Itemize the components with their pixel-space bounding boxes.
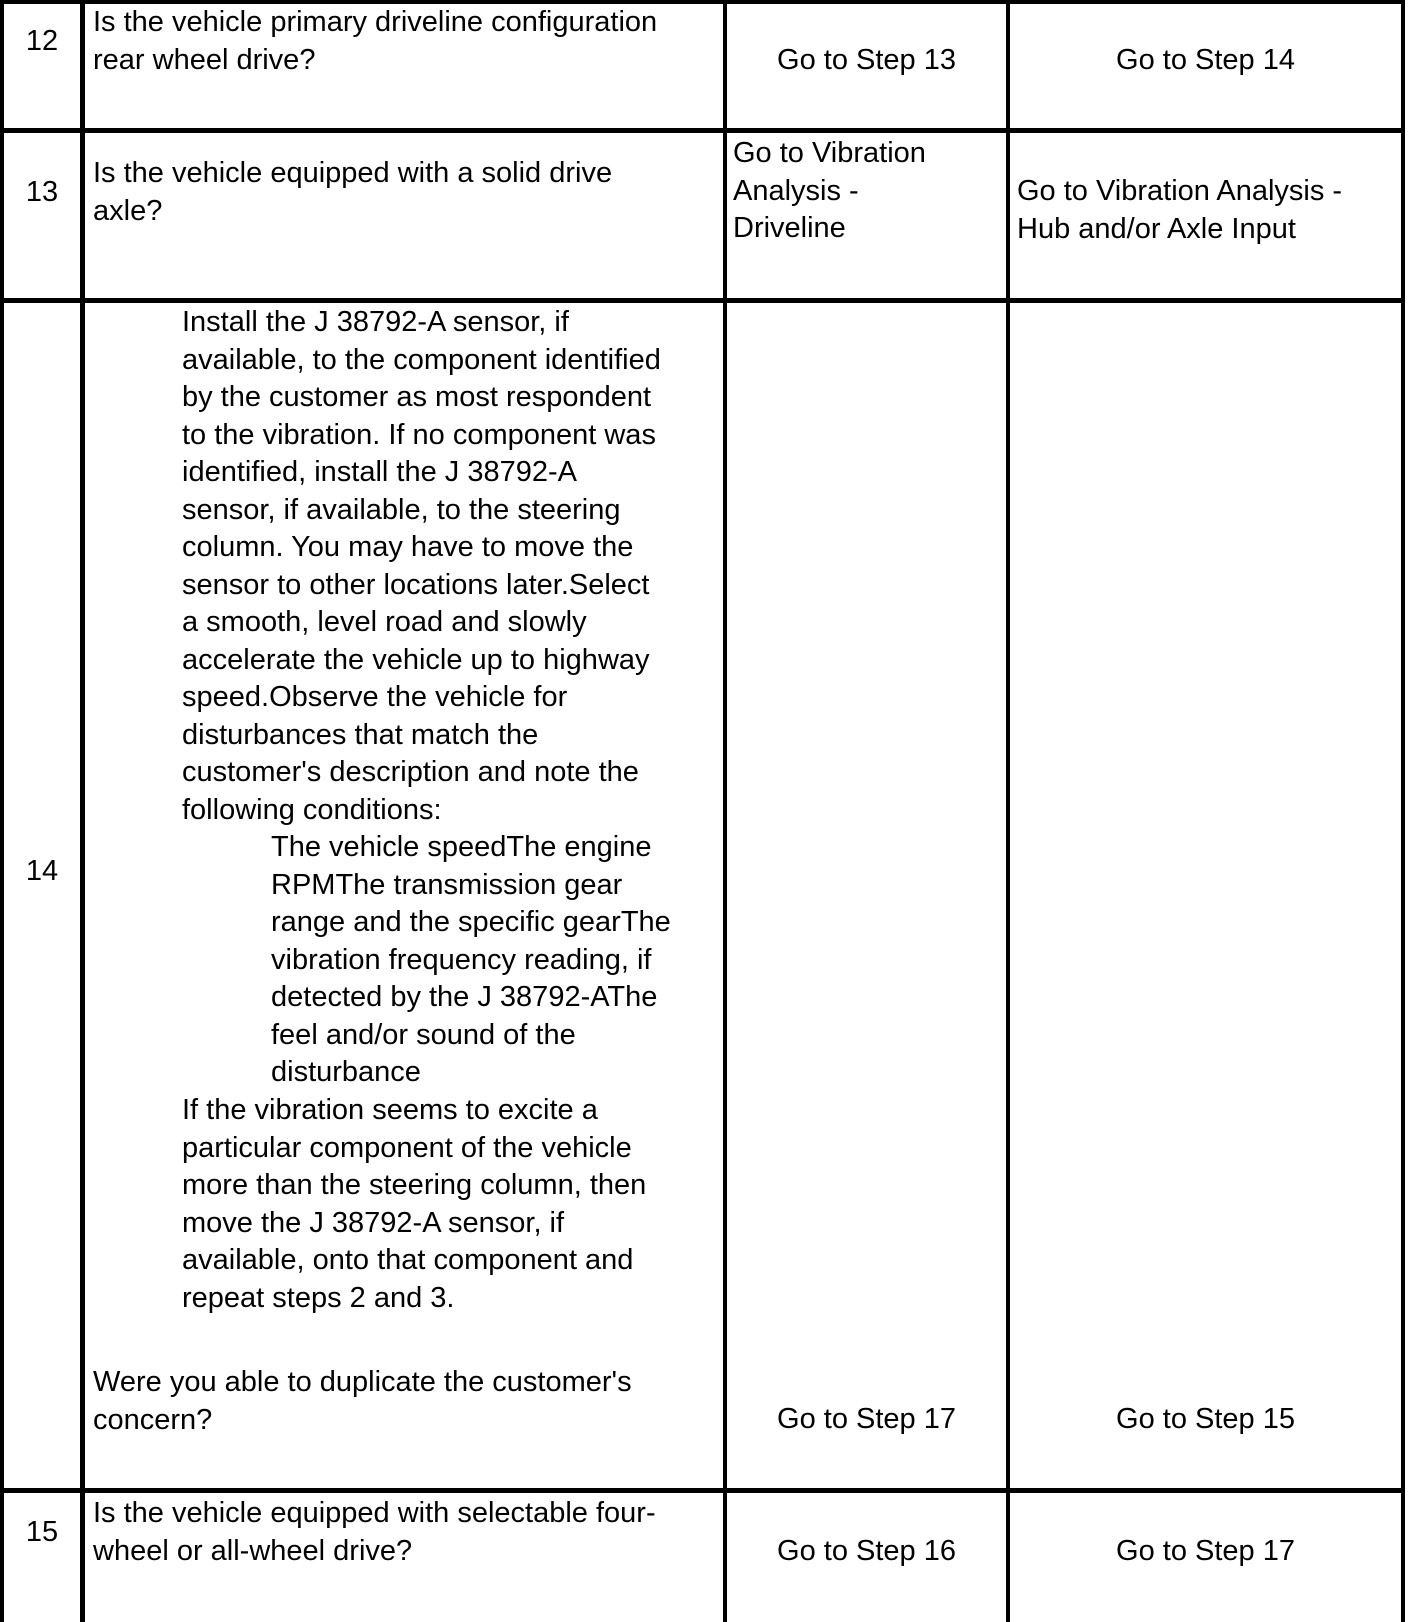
- no-action-line: Go to Step 14: [1116, 44, 1295, 76]
- question-line: axle?: [93, 194, 163, 227]
- condition-line: The vehicle speedThe engine: [271, 831, 652, 863]
- grid-line-row14-15: [0, 1488, 1405, 1493]
- condition-line: vibration frequency reading, if: [271, 943, 652, 976]
- yes-action-line: Go to Step 16: [777, 1535, 956, 1567]
- instruction-line: disturbances that match the: [182, 718, 539, 751]
- instruction-line: a smooth, level road and slowly: [182, 606, 587, 638]
- step-number-15: 15: [25, 1516, 59, 1548]
- instruction-line: repeat steps 2 and 3.: [182, 1281, 455, 1314]
- yes-action-line: Go to Step 17: [777, 1403, 956, 1435]
- yes-action-line: Driveline: [733, 212, 846, 244]
- instruction-line: to the vibration. If no component was: [182, 418, 656, 451]
- instruction-line: sensor, if available, to the steering: [182, 493, 621, 526]
- condition-line: feel and/or sound of the: [271, 1018, 576, 1051]
- condition-line: RPMThe transmission gear: [271, 868, 623, 901]
- grid-line-left: [0, 0, 4, 1622]
- yes-action-14: [727, 1401, 1006, 1439]
- condition-line: detected by the J 38792-AThe: [271, 981, 658, 1013]
- instruction-line: identified, install the J 38792-A: [182, 456, 577, 488]
- no-action-13: [1017, 173, 1401, 248]
- question-line: Is the vehicle primary driveline configuration: [93, 6, 658, 38]
- yes-action-line: Go to Vibration: [733, 137, 926, 169]
- no-action-line: Go to Step 17: [1116, 1535, 1295, 1567]
- grid-line-col3: [1006, 0, 1010, 1622]
- step-number-13: 13: [25, 176, 59, 208]
- grid-line-right: [1401, 0, 1405, 1622]
- question-14: [93, 1364, 718, 1439]
- no-action-line: Go to Vibration Analysis -: [1017, 175, 1343, 207]
- instruction-line: available, to the component identified: [182, 343, 661, 376]
- instruction-line: following conditions:: [182, 793, 442, 826]
- yes-action-13: [733, 135, 1003, 248]
- no-action-14: [1010, 1401, 1401, 1439]
- instruction-line: sensor to other locations later.Select: [182, 568, 650, 601]
- instruction-line: by the customer as most respondent: [182, 381, 652, 413]
- instruction-line: accelerate the vehicle up to highway: [182, 643, 650, 676]
- instruction-line: speed.Observe the vehicle for: [182, 681, 568, 713]
- no-action-line: Hub and/or Axle Input: [1017, 212, 1296, 245]
- yes-action-line: Analysis -: [733, 174, 859, 207]
- question-line: rear wheel drive?: [93, 43, 316, 76]
- no-action-line: Go to Step 15: [1116, 1403, 1295, 1435]
- instruction-line: particular component of the vehicle: [182, 1131, 632, 1164]
- question-line: concern?: [93, 1403, 213, 1436]
- yes-action-15: [727, 1533, 1006, 1571]
- grid-line-row13-14: [0, 298, 1405, 303]
- no-action-12: [1010, 42, 1401, 80]
- instruction-line: Install the J 38792-A sensor, if: [182, 306, 569, 338]
- instructions-14-part2: [182, 1092, 722, 1317]
- grid-line-col1: [80, 0, 85, 1622]
- no-action-15: [1010, 1533, 1401, 1571]
- instruction-line: move the J 38792-A sensor, if: [182, 1206, 565, 1239]
- yes-action-12: [727, 42, 1006, 80]
- conditions-list-14: [271, 829, 721, 1092]
- question-12: [93, 4, 718, 79]
- question-line: Is the vehicle equipped with selectable four-: [93, 1497, 656, 1529]
- condition-line: disturbance: [271, 1056, 421, 1088]
- question-15: [93, 1495, 718, 1570]
- instruction-line: column. You may have to move the: [182, 531, 634, 563]
- instruction-line: If the vibration seems to excite a: [182, 1094, 598, 1126]
- question-line: Is the vehicle equipped with a solid drive: [93, 157, 613, 189]
- question-line: wheel or all-wheel drive?: [93, 1534, 413, 1567]
- question-line: Were you able to duplicate the customer's: [93, 1366, 632, 1398]
- step-number-12: 12: [25, 25, 59, 57]
- instructions-14-part1: [182, 304, 722, 829]
- question-13: [93, 155, 718, 230]
- yes-action-line: Go to Step 13: [777, 44, 956, 76]
- instruction-line: more than the steering column, then: [182, 1169, 647, 1201]
- condition-line: range and the specific gearThe: [271, 906, 671, 938]
- instruction-line: customer's description and note the: [182, 756, 639, 788]
- grid-line-row12-13: [0, 128, 1405, 133]
- grid-line-col2: [723, 0, 727, 1622]
- step-number-14: 14: [25, 855, 59, 887]
- instruction-line: available, onto that component and: [182, 1244, 634, 1276]
